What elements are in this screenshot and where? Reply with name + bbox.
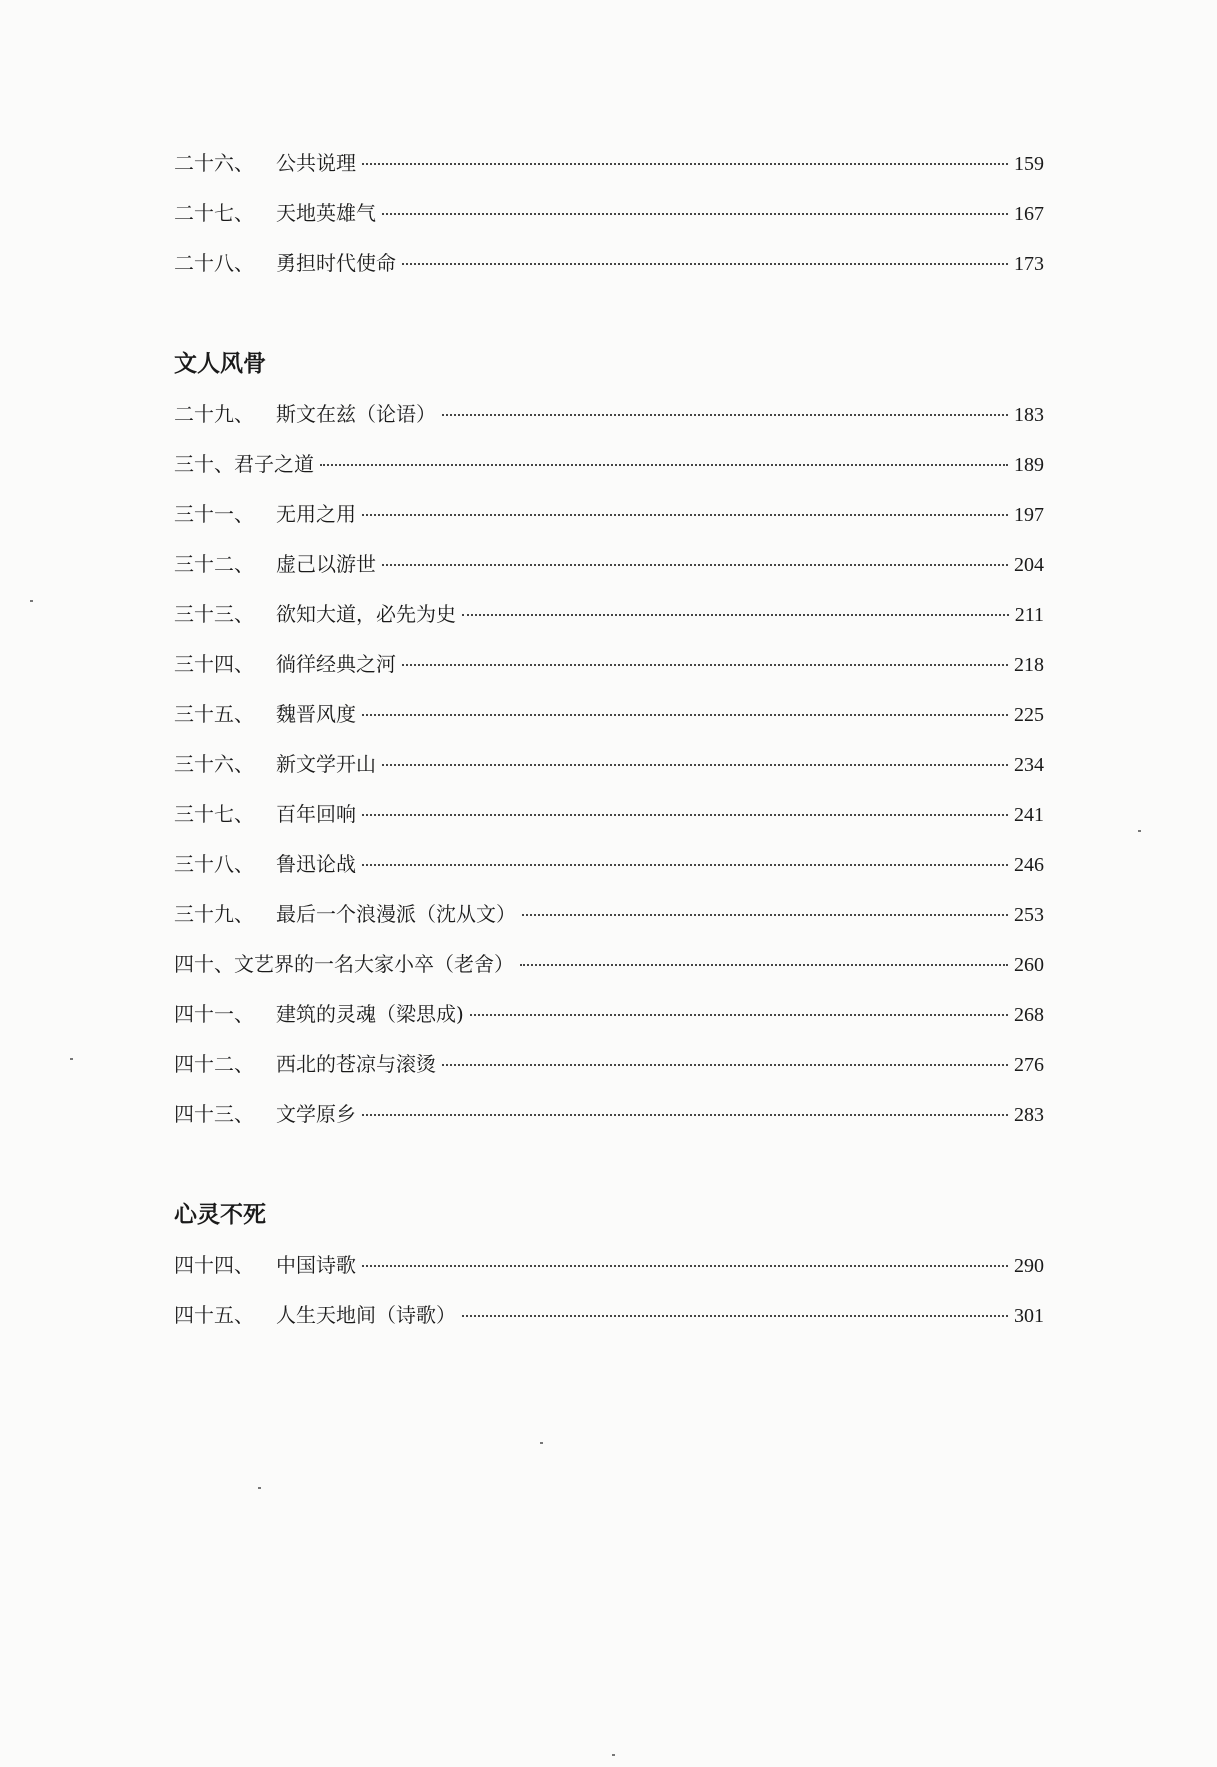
toc-entry[interactable] xyxy=(174,489,1044,539)
toc-entry[interactable] xyxy=(174,138,1044,188)
section-heading: 文人风骨 xyxy=(174,350,266,377)
entry-page-number: 204 xyxy=(1014,554,1044,576)
toc-entry[interactable] xyxy=(174,589,1044,639)
toc-entry[interactable] xyxy=(174,1290,1044,1340)
scan-speck xyxy=(540,1442,543,1444)
entry-title: 公共说理 xyxy=(276,151,356,175)
entry-number: 三十七、 xyxy=(174,802,254,826)
entry-page-number: 234 xyxy=(1014,754,1044,776)
dot-leader xyxy=(462,614,1009,616)
toc-entry[interactable] xyxy=(174,889,1044,939)
toc-entry[interactable] xyxy=(174,439,1044,489)
entry-page-number: 183 xyxy=(1014,404,1044,426)
dot-leader xyxy=(382,764,1008,766)
entry-number: 三十六、 xyxy=(174,752,254,776)
toc-entry[interactable] xyxy=(174,238,1044,288)
entry-page-number: 189 xyxy=(1014,454,1044,476)
entry-page-number: 290 xyxy=(1014,1255,1044,1277)
dot-leader xyxy=(362,163,1008,165)
entry-title: 百年回响 xyxy=(276,802,356,826)
entry-page-number: 253 xyxy=(1014,904,1044,926)
entry-page-number: 225 xyxy=(1014,704,1044,726)
entry-title: 欲知大道，必先为史 xyxy=(276,602,456,626)
entry-title: 文学原乡 xyxy=(276,1102,356,1126)
toc-entry[interactable] xyxy=(174,1089,1044,1139)
entry-title: 人生天地间（诗歌） xyxy=(276,1303,456,1327)
section-heading: 心灵不死 xyxy=(174,1201,266,1228)
entry-title: 西北的苍凉与滚烫 xyxy=(276,1052,436,1076)
dot-leader xyxy=(470,1014,1008,1016)
dot-leader xyxy=(402,263,1008,265)
entry-title: 鲁迅论战 xyxy=(276,852,356,876)
toc-entry[interactable] xyxy=(174,1039,1044,1089)
toc-entry[interactable] xyxy=(174,1240,1044,1290)
entry-page-number: 246 xyxy=(1014,854,1044,876)
entry-page-number: 283 xyxy=(1014,1104,1044,1126)
scan-speck xyxy=(1138,830,1141,832)
dot-leader xyxy=(362,1114,1008,1116)
dot-leader xyxy=(382,213,1008,215)
entry-title: 天地英雄气 xyxy=(276,201,376,225)
entry-title: 君子之道 xyxy=(234,452,314,476)
entry-number: 三十四、 xyxy=(174,652,254,676)
dot-leader xyxy=(362,864,1008,866)
entry-title: 虚己以游世 xyxy=(276,552,376,576)
entry-page-number: 241 xyxy=(1014,804,1044,826)
scan-speck xyxy=(612,1754,615,1756)
toc-section xyxy=(174,138,1044,288)
toc-entry[interactable] xyxy=(174,839,1044,889)
entry-title: 最后一个浪漫派（沈从文） xyxy=(276,902,516,926)
scan-speck xyxy=(70,1058,73,1060)
dot-leader xyxy=(320,464,1008,466)
entry-title: 新文学开山 xyxy=(276,752,376,776)
dot-leader xyxy=(442,1064,1008,1066)
entry-title: 建筑的灵魂（梁思成) xyxy=(276,1002,464,1026)
entry-page-number: 159 xyxy=(1014,153,1044,175)
entry-number: 二十八、 xyxy=(174,251,254,275)
entry-page-number: 301 xyxy=(1014,1305,1044,1327)
dot-leader xyxy=(362,1265,1008,1267)
toc-entry[interactable] xyxy=(174,639,1044,689)
entry-number: 四十、 xyxy=(174,952,234,976)
dot-leader xyxy=(362,714,1008,716)
entry-title: 中国诗歌 xyxy=(276,1253,356,1277)
entry-page-number: 173 xyxy=(1014,253,1044,275)
entry-number: 三十三、 xyxy=(174,602,254,626)
dot-leader xyxy=(522,914,1008,916)
dot-leader xyxy=(520,964,1008,966)
entry-number: 四十二、 xyxy=(174,1052,254,1076)
table-of-contents xyxy=(174,138,1044,1340)
entry-page-number: 167 xyxy=(1014,203,1044,225)
dot-leader xyxy=(362,814,1008,816)
entry-title: 无用之用 xyxy=(276,502,356,526)
dot-leader xyxy=(382,564,1008,566)
entry-number: 三十五、 xyxy=(174,702,254,726)
entry-number: 三十九、 xyxy=(174,902,254,926)
entry-number: 三十八、 xyxy=(174,852,254,876)
toc-section xyxy=(174,339,1044,1139)
entry-number: 四十一、 xyxy=(174,1002,254,1026)
dot-leader xyxy=(362,514,1008,516)
entry-page-number: 197 xyxy=(1014,504,1044,526)
entry-page-number: 276 xyxy=(1014,1054,1044,1076)
entry-number: 二十九、 xyxy=(174,402,254,426)
entry-title: 文艺界的一名大家小卒（老舍） xyxy=(234,952,514,976)
entry-number: 四十三、 xyxy=(174,1102,254,1126)
dot-leader xyxy=(462,1315,1008,1317)
entry-title: 魏晋风度 xyxy=(276,702,356,726)
dot-leader xyxy=(402,664,1008,666)
toc-section xyxy=(174,1190,1044,1340)
entry-page-number: 218 xyxy=(1014,654,1044,676)
toc-entry[interactable] xyxy=(174,939,1044,989)
toc-entry[interactable] xyxy=(174,789,1044,839)
toc-entry[interactable] xyxy=(174,739,1044,789)
entry-title: 勇担时代使命 xyxy=(276,251,396,275)
entry-number: 四十四、 xyxy=(174,1253,254,1277)
entry-number: 三十、 xyxy=(174,452,234,476)
toc-entry[interactable] xyxy=(174,539,1044,589)
entry-page-number: 268 xyxy=(1014,1004,1044,1026)
toc-entry[interactable] xyxy=(174,689,1044,739)
scan-speck xyxy=(30,600,33,602)
entry-title: 斯文在兹（论语） xyxy=(276,402,436,426)
entry-page-number: 211 xyxy=(1014,604,1044,626)
entry-number: 二十六、 xyxy=(174,151,254,175)
entry-number: 四十五、 xyxy=(174,1303,254,1327)
entry-number: 三十二、 xyxy=(174,552,254,576)
entry-number: 二十七、 xyxy=(174,201,254,225)
dot-leader xyxy=(442,414,1008,416)
entry-title: 徜徉经典之河 xyxy=(276,652,396,676)
entry-page-number: 260 xyxy=(1014,954,1044,976)
entry-number: 三十一、 xyxy=(174,502,254,526)
scan-speck xyxy=(258,1487,261,1489)
toc-entry[interactable] xyxy=(174,989,1044,1039)
toc-entry[interactable] xyxy=(174,389,1044,439)
toc-entry[interactable] xyxy=(174,188,1044,238)
